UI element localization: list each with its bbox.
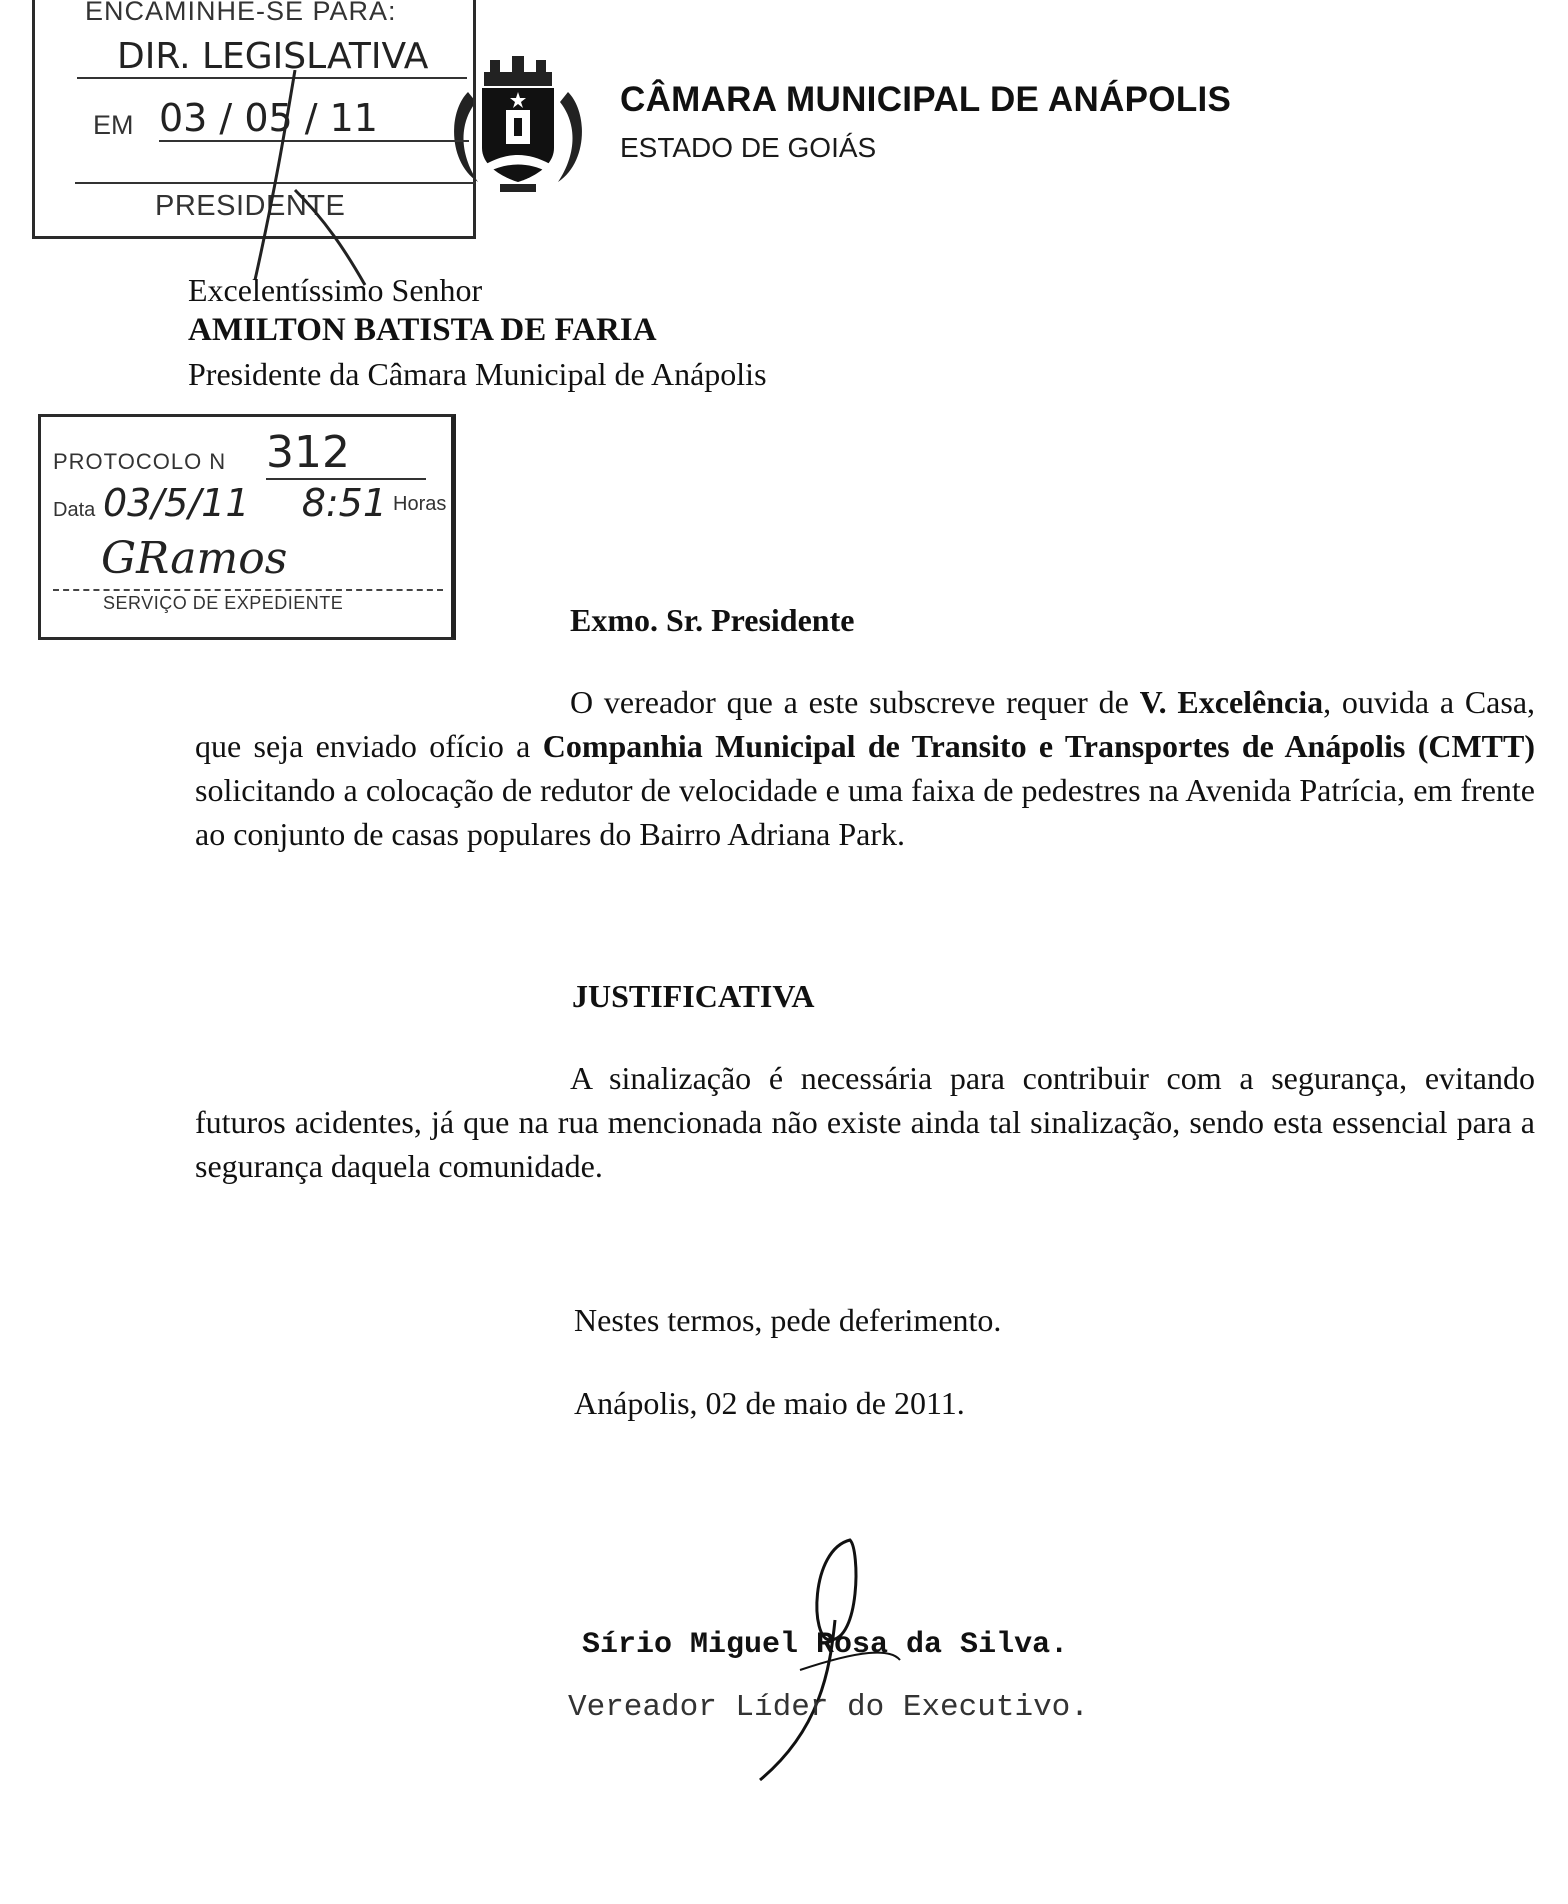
stamp-divider: [53, 589, 443, 591]
request-paragraph: [195, 680, 1535, 856]
signatory-role: Vereador Líder do Executivo.: [568, 1690, 1089, 1725]
protocol-stamp: [38, 414, 456, 640]
protocol-date-label: Data: [53, 499, 96, 521]
request-text-b: V. Excelência: [1139, 684, 1324, 720]
addressee-greeting: Excelentíssimo Senhor: [188, 272, 483, 308]
signatory-name: Sírio Miguel Rosa da Silva.: [582, 1628, 1069, 1662]
request-text-c: , ouvida a Casa, que seja enviado ofício a: [195, 684, 1536, 764]
justification-text: A sinalização é necessária para contribuir com a segurança, evitando futuros acidentes, já que na rua mencionada não existe ainda tal sinalização, sendo esta essencial para a segurança daquela comunidade.: [195, 1060, 1535, 1184]
protocol-footer: SERVIÇO DE EXPEDIENTE: [103, 593, 344, 613]
protocol-number: 312: [266, 427, 426, 480]
protocol-time: 8:51: [301, 481, 388, 525]
protocol-label: PROTOCOLO N: [53, 449, 227, 474]
protocol-signature: GRamos: [101, 533, 288, 584]
institution-subtitle: ESTADO DE GOIÁS: [620, 132, 877, 163]
institution-title: CÂMARA MUNICIPAL DE ANÁPOLIS: [620, 80, 1232, 119]
justification-heading: JUSTIFICATIVA: [572, 978, 815, 1014]
protocol-hours-label: Horas: [393, 493, 447, 515]
handwritten-stroke-icon: [235, 70, 395, 290]
justification-paragraph: [195, 1056, 1535, 1188]
stamp-forward-heading: ENCAMINHE-SE PARA:: [85, 0, 397, 26]
protocol-date: 03/5/11: [103, 481, 250, 525]
protocol-date-time: [103, 481, 387, 525]
request-text-d: Companhia Municipal de Transito e Transportes de Anápolis (CMTT): [542, 728, 1536, 764]
date-line: Anápolis, 02 de maio de 2011.: [574, 1385, 965, 1421]
addressee-title: Presidente da Câmara Municipal de Anápolis: [188, 356, 767, 392]
stamp-forward-role: PRESIDENTE: [155, 190, 346, 222]
salutation: Exmo. Sr. Presidente: [570, 602, 855, 638]
request-text-e: solicitando a colocação de redutor de velocidade e uma faixa de pedestres na Avenida Patrícia, em frente ao conjunto de casas populares do Bairro Adriana Park.: [195, 772, 1535, 852]
forwarding-stamp: [32, 0, 476, 239]
addressee-name: AMILTON BATISTA DE FARIA: [188, 312, 657, 348]
stamp-forward-destination: DIR. LEGISLATIVA: [77, 36, 467, 79]
request-text-a: O vereador que a este subscreve requer de: [570, 684, 1140, 720]
stamp-forward-em-label: EM: [93, 110, 134, 140]
stamp-forward-date: 03 / 05 / 11: [159, 96, 469, 142]
closing-line: Nestes termos, pede deferimento.: [574, 1302, 1002, 1338]
